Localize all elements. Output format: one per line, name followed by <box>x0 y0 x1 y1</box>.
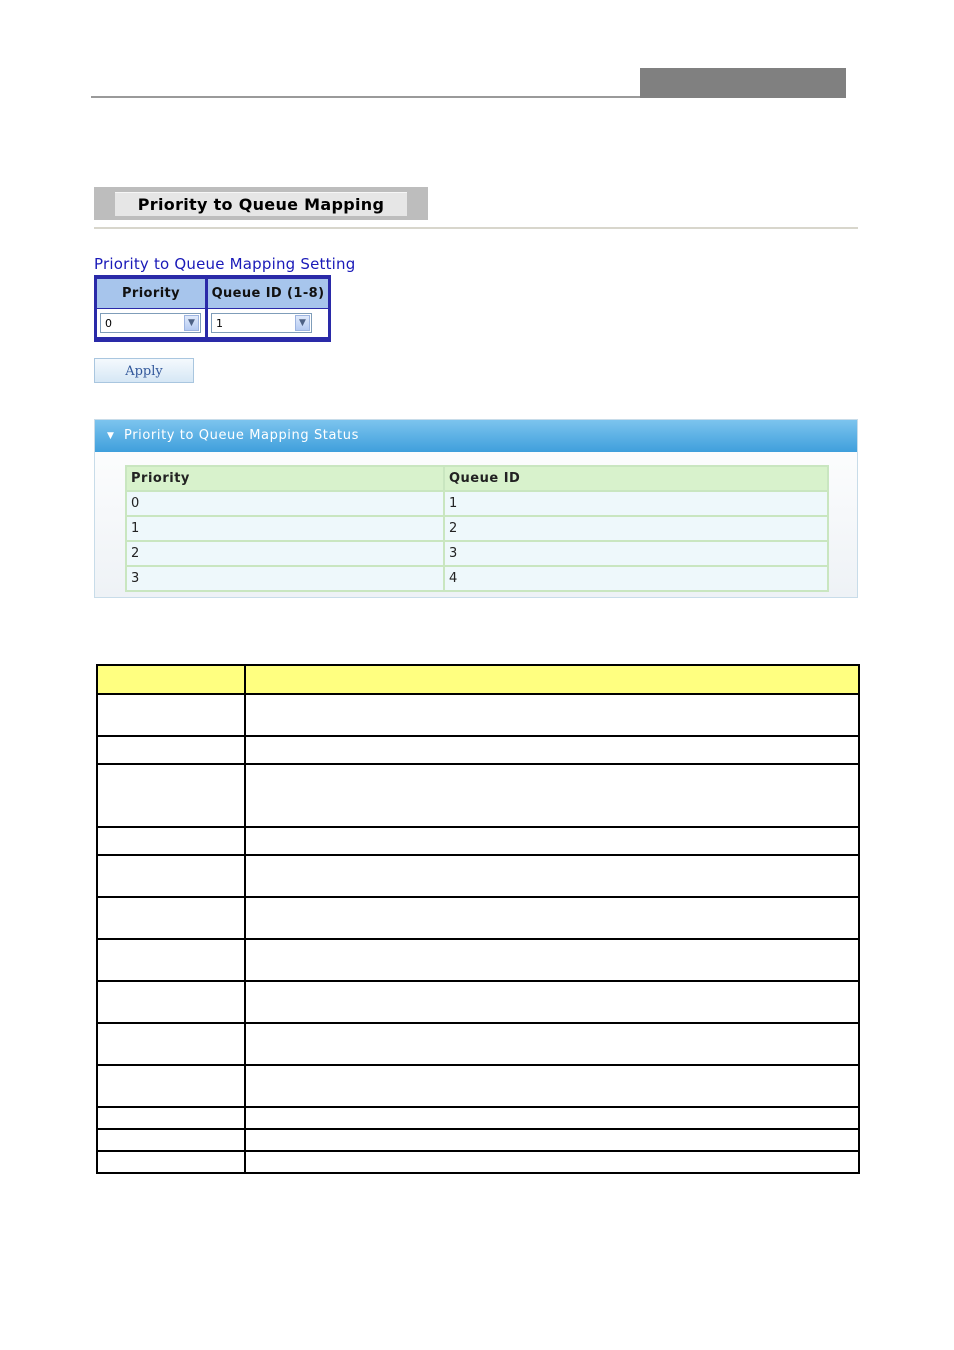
row-priority: 3 <box>126 566 444 591</box>
table-row <box>97 855 859 897</box>
status-header-row <box>126 466 828 491</box>
queue-select-value: 1 <box>216 317 223 330</box>
collapse-arrow-icon[interactable]: ▼ <box>107 431 115 441</box>
title-divider <box>94 227 858 229</box>
priority-select-value: 0 <box>105 317 112 330</box>
status-panel-header[interactable] <box>95 420 857 452</box>
priority-cell <box>97 309 205 337</box>
row-queue: 1 <box>444 491 828 516</box>
table-row <box>97 764 859 827</box>
table-row <box>97 1129 859 1151</box>
header-rule <box>91 96 640 98</box>
table-row <box>126 541 828 566</box>
description-header-row <box>97 665 859 694</box>
table-row <box>97 897 859 939</box>
priority-select[interactable] <box>100 313 201 333</box>
chevron-down-icon[interactable]: ▼ <box>295 315 310 331</box>
setting-table <box>94 275 331 342</box>
header-block <box>640 68 846 98</box>
setting-col-queue: Queue ID (1-8) <box>208 279 328 308</box>
row-priority: 1 <box>126 516 444 541</box>
queue-select[interactable] <box>211 313 312 333</box>
status-table <box>125 465 829 592</box>
chevron-down-icon[interactable]: ▼ <box>184 315 199 331</box>
table-row <box>97 1107 859 1129</box>
queue-cell <box>208 309 328 337</box>
table-row <box>126 491 828 516</box>
setting-col-priority: Priority <box>97 279 205 308</box>
row-queue: 2 <box>444 516 828 541</box>
status-col-priority: Priority <box>126 466 444 491</box>
table-row <box>97 939 859 981</box>
row-queue: 4 <box>444 566 828 591</box>
table-row <box>97 736 859 764</box>
row-queue: 3 <box>444 541 828 566</box>
table-row <box>97 1023 859 1065</box>
status-panel <box>94 419 858 598</box>
table-row <box>126 566 828 591</box>
table-row <box>97 694 859 736</box>
apply-button[interactable]: Apply <box>94 358 194 383</box>
table-row <box>97 1065 859 1107</box>
table-row <box>97 827 859 855</box>
status-title: Priority to Queue Mapping Status <box>124 428 359 443</box>
section-title-box <box>94 187 428 220</box>
status-col-queue: Queue ID <box>444 466 828 491</box>
row-priority: 0 <box>126 491 444 516</box>
table-row <box>97 981 859 1023</box>
setting-title: Priority to Queue Mapping Setting <box>94 255 356 273</box>
section-title: Priority to Queue Mapping <box>115 192 407 216</box>
table-row <box>126 516 828 541</box>
description-table <box>96 664 860 1174</box>
row-priority: 2 <box>126 541 444 566</box>
table-row <box>97 1151 859 1173</box>
